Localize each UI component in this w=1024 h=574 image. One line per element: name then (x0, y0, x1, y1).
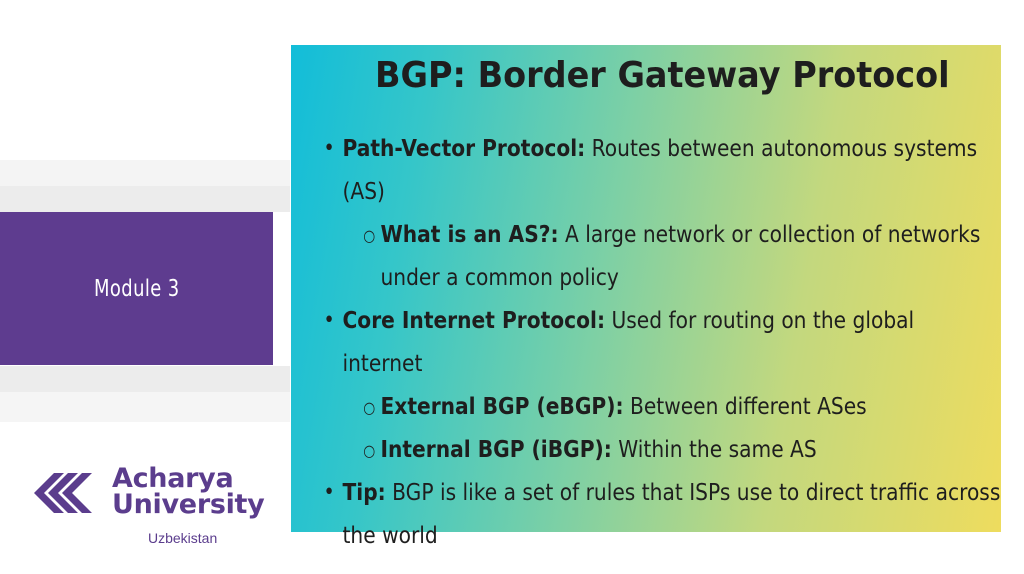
sub-bullet-item (365, 213, 1000, 299)
module-panel (0, 212, 273, 365)
bullet-circle-icon: ○ (363, 226, 376, 245)
university-name (112, 463, 265, 520)
bullet-text: Routes between autonomous systems (AS) (342, 134, 978, 205)
bullet-text: Used for routing on the global internet (342, 306, 915, 377)
bullet-circle-icon: ○ (363, 398, 376, 417)
bullet-item (323, 299, 1000, 385)
bullet-list (323, 127, 1001, 557)
bullet-dot-icon: • (323, 480, 335, 505)
university-name-line1: Acharya (112, 463, 234, 494)
bullet-dot-icon: • (323, 136, 335, 161)
bullet-text: Between different ASes (623, 392, 867, 420)
background-band (0, 366, 290, 392)
university-name-line2: University (112, 489, 265, 520)
bullet-item (323, 471, 1001, 557)
bullet-text: A large network or collection of networks under a common policy (380, 220, 981, 291)
bullet-dot-icon: • (323, 308, 335, 333)
bullet-term: Path-Vector Protocol: (342, 134, 586, 162)
background-band (0, 186, 290, 212)
background-band (0, 160, 290, 186)
sub-bullet-item (365, 385, 1000, 428)
background-band (0, 392, 290, 422)
university-logo (30, 463, 280, 556)
bullet-text: Within the same AS (611, 435, 817, 463)
bullet-circle-icon: ○ (363, 441, 376, 460)
module-label: Module 3 (93, 275, 180, 302)
bullet-term: External BGP (eBGP): (380, 392, 624, 420)
bullet-term: Tip: (342, 478, 386, 506)
slide-image (291, 45, 1001, 549)
university-location: Uzbekistan (148, 530, 218, 546)
university-logo-icon (30, 468, 100, 518)
sub-bullet-item (365, 428, 1000, 471)
bullet-term: What is an AS?: (380, 220, 559, 248)
bullet-text: BGP is like a set of rules that ISPs use to direct traffic across the world (342, 478, 1001, 549)
bullet-term: Core Internet Protocol: (342, 306, 606, 334)
bullet-term: Internal BGP (iBGP): (380, 435, 612, 463)
bullet-item (323, 127, 1000, 213)
slide-title: BGP: Border Gateway Protocol (375, 55, 950, 96)
